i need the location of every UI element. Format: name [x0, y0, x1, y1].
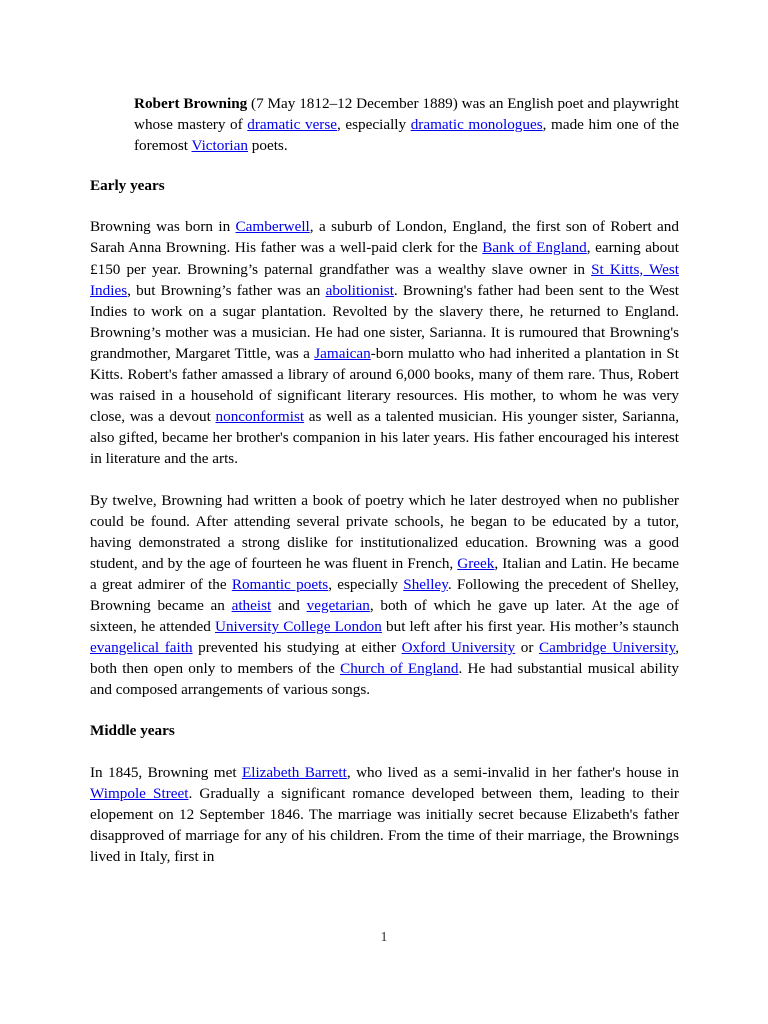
heading-early-years: Early years [90, 177, 165, 195]
link-greek[interactable]: Greek [457, 554, 495, 572]
text-run: Browning was born in [90, 218, 236, 236]
link-vegetarian[interactable]: vegetarian [306, 596, 370, 614]
heading-middle-years: Middle years [90, 722, 175, 740]
text-run: . Following the precedent of Shelley, Browning became an [90, 575, 679, 614]
text-run: . Browning's father had been sent to the West Indies to work on a sugar plantation. Revolted by the slavery there, he returned to England. Browning’s mother was a musician. He had one sister, Sarianna. It is rumoured that Browning's grandmother, Margaret Tittle, was a [90, 281, 679, 362]
text-run: (7 May 1812–12 December 1889) was an English poet and playwright whose mastery of [134, 95, 679, 134]
middle-years-paragraph-1 [90, 762, 679, 867]
text-run: but left after his first year. His mother’s staunch [381, 618, 680, 636]
link-atheist[interactable]: atheist [231, 596, 272, 614]
text-run: , especially [328, 575, 404, 593]
link-nonconformist[interactable]: nonconformist [215, 408, 305, 426]
text-run: , made him one of the foremost [134, 116, 679, 155]
link-camberwell[interactable]: Camberwell [235, 218, 310, 236]
link-romantic-poets[interactable]: Romantic poets [231, 575, 329, 593]
link-evangelical-faith[interactable]: evangelical faith [90, 639, 193, 657]
text-run: , especially [337, 116, 411, 134]
subject-name: Robert Browning [134, 95, 248, 112]
link-shelley[interactable]: Shelley [403, 575, 448, 593]
page-number: 1 [380, 930, 388, 945]
link-bank-of-england[interactable]: Bank of England [482, 239, 587, 257]
text-run: By twelve, Browning had written a book of poetry which he later destroyed when no publisher could be found. After attending several private schools, he began to be educated by a tutor, having demonstrated a strong dislike for institutionalized education. Browning was a good student, and by the age of fourteen he was fluent in French, [90, 491, 679, 572]
text-run: as well as a talented musician. His younger sister, Sarianna, also gifted, became her brother's companion in his later years. His father encouraged his interest in literature and the arts. [90, 408, 680, 468]
link-university-college-london[interactable]: University College London [215, 618, 382, 636]
link-cambridge-university[interactable]: Cambridge University [539, 639, 676, 657]
text-run: , but Browning’s father was an [127, 281, 326, 299]
link-abolitionist[interactable]: abolitionist [325, 281, 394, 299]
text-run: poets. [247, 137, 288, 155]
link-dramatic-monologues[interactable]: dramatic monologues [410, 116, 543, 134]
text-run: or [515, 639, 539, 657]
link-oxford-university[interactable]: Oxford University [401, 639, 516, 657]
link-victorian[interactable]: Victorian [191, 137, 248, 155]
intro-paragraph [90, 93, 679, 156]
text-run: , both of which he gave up later. At the age of sixteen, he attended [90, 596, 679, 636]
link-dramatic-verse[interactable]: dramatic verse [247, 116, 338, 134]
link-elizabeth-barrett[interactable]: Elizabeth Barrett [241, 763, 347, 781]
text-run: . Gradually a significant romance developed between them, leading to their elopement on 12 September 1846. The marriage was initially secret because Elizabeth's father disapproved of marriage for any of his children. From the time of their marriage, the Brownings lived in Italy, first in [90, 784, 679, 865]
text-run: In 1845, Browning met [90, 763, 242, 781]
text-run: and [271, 596, 307, 614]
link-wimpole-street[interactable]: Wimpole Street [90, 784, 189, 802]
text-run: , both then open only to members of the [90, 639, 680, 678]
link-church-of-england[interactable]: Church of England [340, 660, 459, 678]
text-run: -born mulatto who had inherited a plantation in St Kitts. Robert's father amassed a library of around 6,000 books, many of them rare. Thus, Robert was raised in a household of significant literary resources. His mother, to whom he was very close, was a devout [90, 344, 679, 426]
text-run: , Italian and Latin. He became a great admirer of the [90, 554, 679, 593]
link-st-kitts-west-indies[interactable]: St Kitts, West Indies [90, 260, 679, 299]
text-run: prevented his studying at either [192, 639, 402, 657]
text-run: , earning about £150 per year. Browning’s paternal grandfather was a wealthy slave owner in [90, 239, 679, 278]
link-jamaican[interactable]: Jamaican [314, 344, 371, 362]
text-run: , a suburb of London, England, the first son of Robert and Sarah Anna Browning. His father was a well-paid clerk for the [90, 218, 679, 257]
early-years-paragraph-1 [90, 216, 679, 469]
text-run: , who lived as a semi-invalid in her father's house in [346, 763, 679, 781]
text-run: . He had substantial musical ability and composed arrangements of various songs. [90, 660, 679, 699]
early-years-paragraph-2 [90, 490, 679, 701]
